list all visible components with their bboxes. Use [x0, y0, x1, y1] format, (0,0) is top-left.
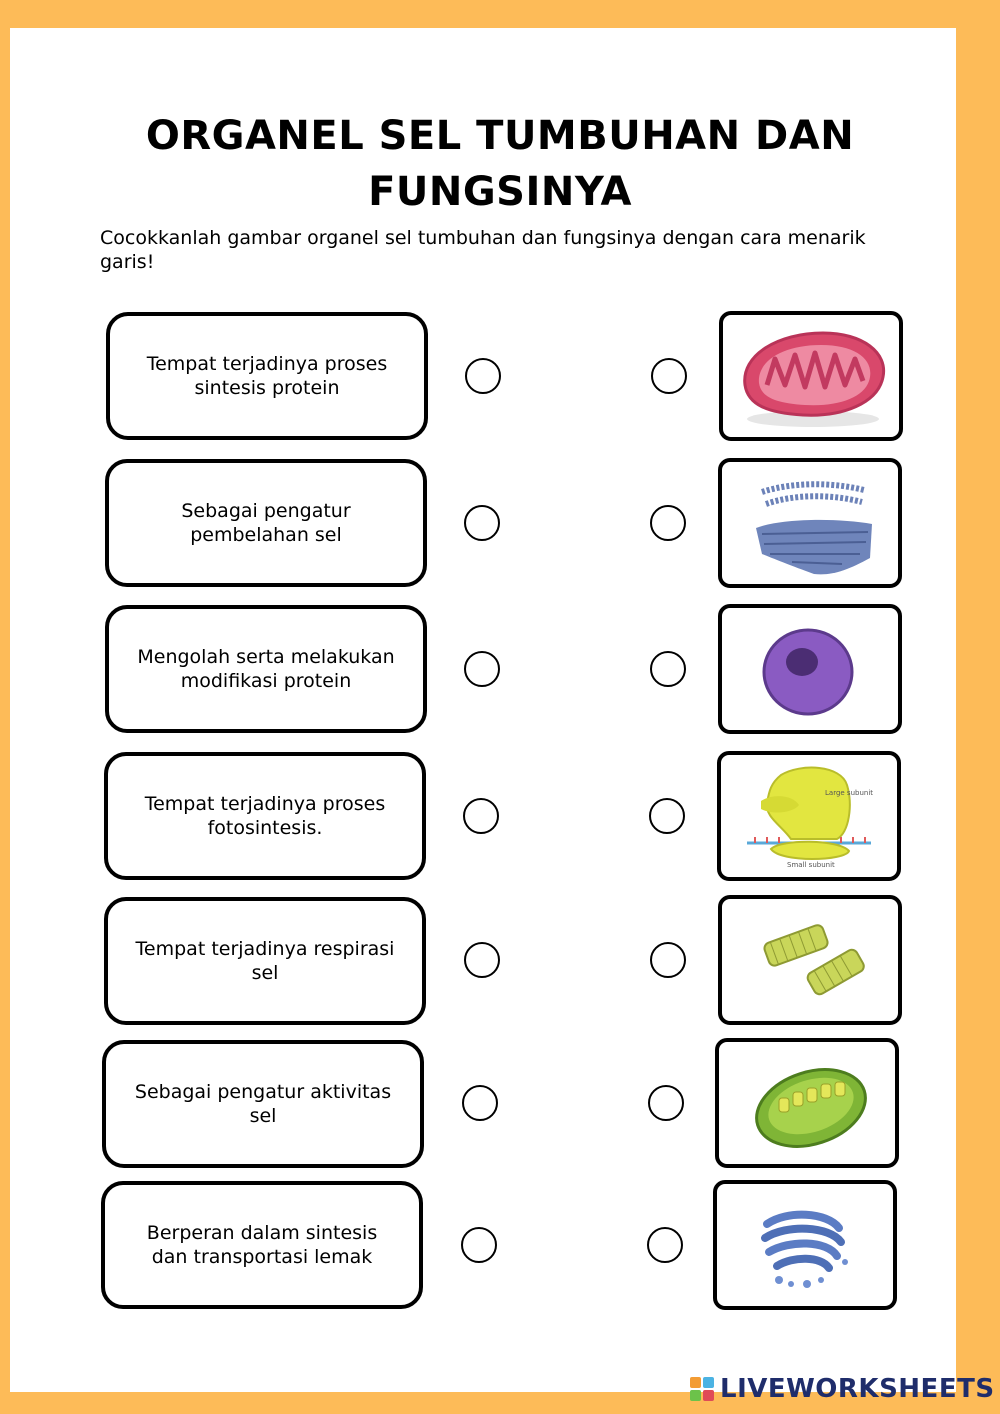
liveworksheets-brand: LIVEWORKSHEETS: [720, 1374, 995, 1404]
function-box-2: Sebagai pengatur pembelahan sel: [105, 459, 427, 587]
liveworksheets-logo-icon: [690, 1377, 714, 1401]
title-line-2: FUNGSINYA: [368, 169, 632, 215]
right-dot-6[interactable]: [648, 1085, 684, 1121]
endoplasmic-reticulum-image: [722, 462, 898, 584]
ribosome-image: [721, 755, 897, 877]
nucleus-image: [722, 608, 898, 730]
ribosome-small-label: Small subunit: [787, 861, 835, 869]
right-dot-3[interactable]: [650, 651, 686, 687]
chloroplast-image: [719, 1042, 895, 1164]
left-dot-1[interactable]: [465, 358, 501, 394]
image-box-4: [717, 751, 901, 881]
image-box-1: [719, 311, 903, 441]
left-dot-2[interactable]: [464, 505, 500, 541]
image-box-6: [715, 1038, 899, 1168]
left-dot-5[interactable]: [464, 942, 500, 978]
liveworksheets-footer: [690, 1372, 995, 1406]
right-dot-7[interactable]: [647, 1227, 683, 1263]
ribosome-large-label: Large subunit: [825, 789, 874, 797]
function-box-4: Tempat terjadinya proses fotosintesis.: [104, 752, 426, 880]
left-dot-3[interactable]: [464, 651, 500, 687]
function-box-6: Sebagai pengatur aktivitas sel: [102, 1040, 424, 1168]
image-box-3: [718, 604, 902, 734]
image-box-2: [718, 458, 902, 588]
function-box-5: Tempat terjadinya respirasi sel: [104, 897, 426, 1025]
worksheet-title: [0, 108, 1000, 220]
centriole-image: [722, 899, 898, 1021]
function-box-3: Mengolah serta melakukan modifikasi protein: [105, 605, 427, 733]
instruction-text: Cocokkanlah gambar organel sel tumbuhan dan fungsinya dengan cara menarik garis!: [100, 227, 866, 273]
left-dot-7[interactable]: [461, 1227, 497, 1263]
image-box-7: [713, 1180, 897, 1310]
title-line-1: ORGANEL SEL TUMBUHAN DAN: [145, 113, 855, 159]
right-dot-4[interactable]: [649, 798, 685, 834]
left-dot-6[interactable]: [462, 1085, 498, 1121]
left-dot-4[interactable]: [463, 798, 499, 834]
mitochondrion-image: [723, 315, 899, 437]
image-box-5: [718, 895, 902, 1025]
function-box-1: Tempat terjadinya proses sintesis protein: [106, 312, 428, 440]
right-dot-2[interactable]: [650, 505, 686, 541]
golgi-apparatus-image: [717, 1184, 893, 1306]
right-dot-5[interactable]: [650, 942, 686, 978]
right-dot-1[interactable]: [651, 358, 687, 394]
function-box-7: Berperan dalam sintesis dan transportasi lemak: [101, 1181, 423, 1309]
